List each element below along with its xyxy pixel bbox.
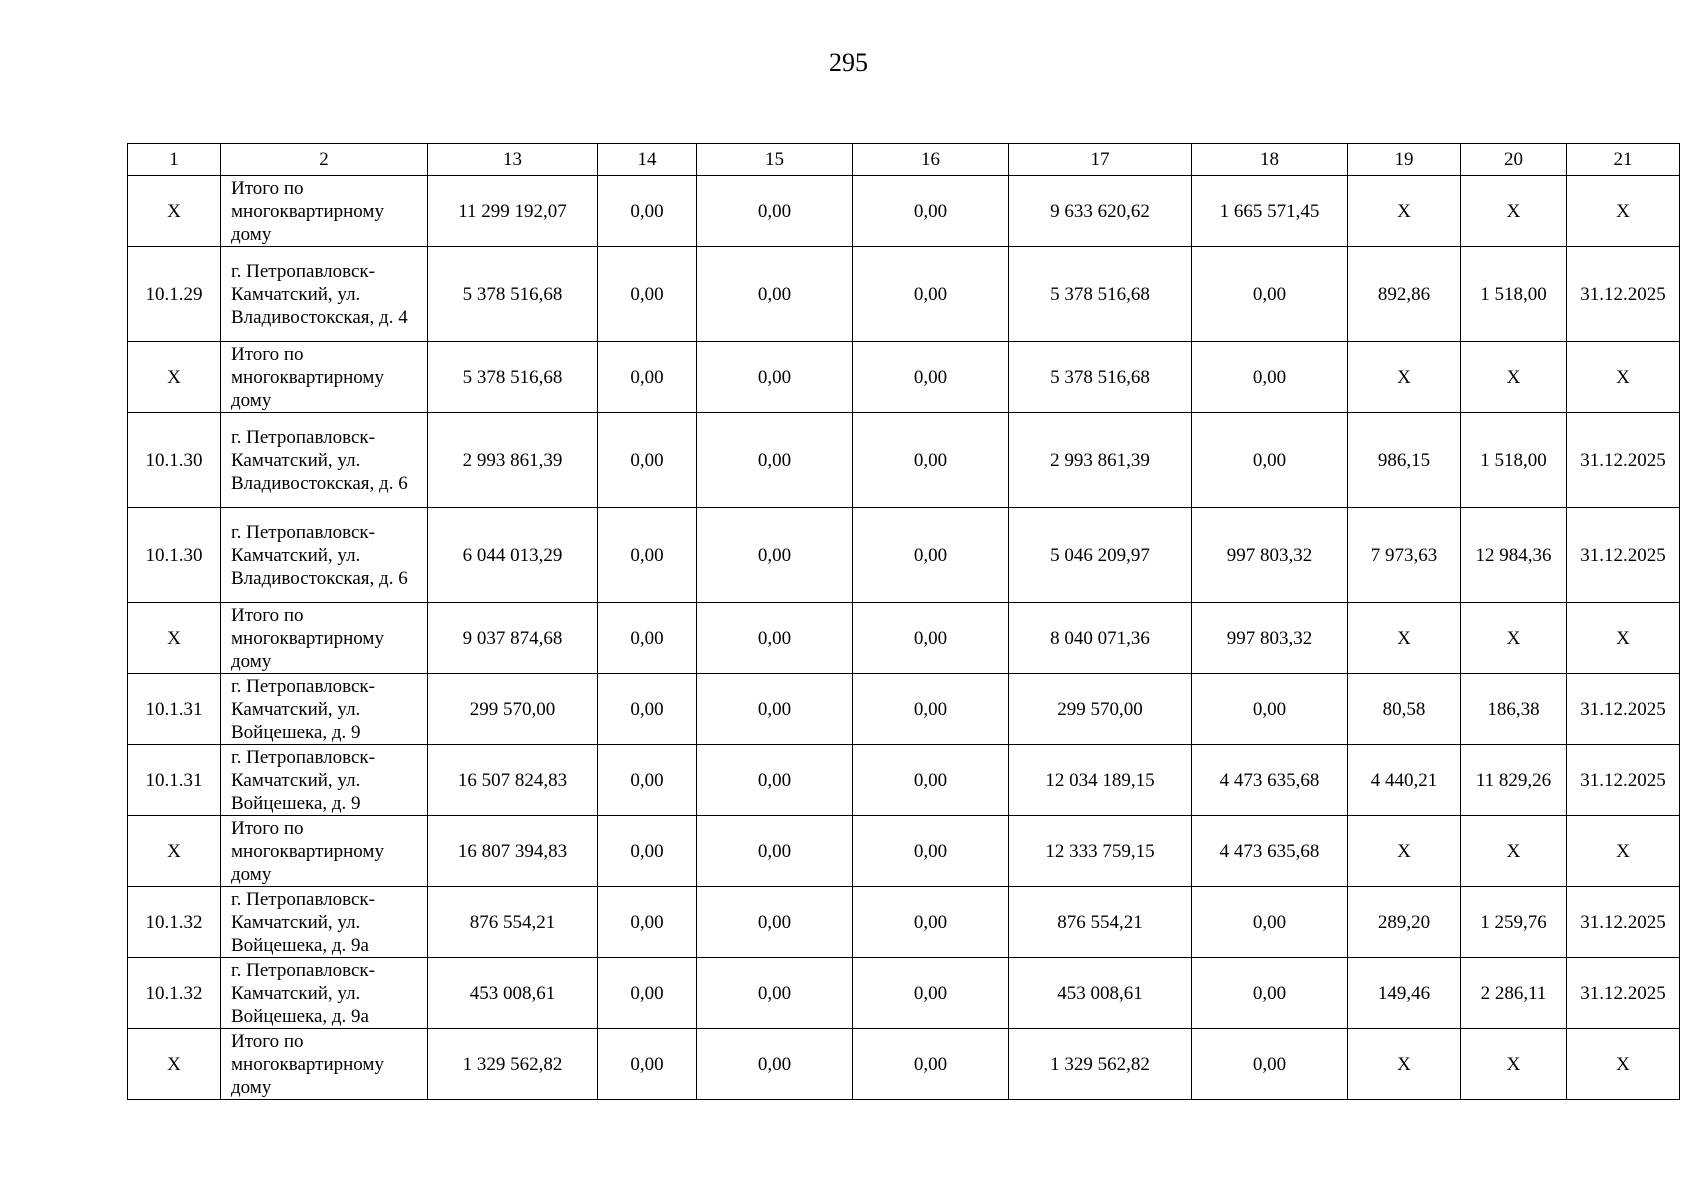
table-cell: Итого по многоквартирному дому (221, 176, 428, 247)
table-cell: 10.1.31 (128, 745, 221, 816)
table-cell: г. Петропавловск-Камчатский, ул. Владивостокская, д. 6 (221, 508, 428, 603)
table-row (128, 247, 1680, 342)
table-cell: 31.12.2025 (1567, 745, 1680, 816)
header-cell: 16 (853, 144, 1009, 176)
table-cell: X (1567, 176, 1680, 247)
table-cell: 0,00 (598, 887, 697, 958)
table-cell: 10.1.29 (128, 247, 221, 342)
table-cell: X (128, 1029, 221, 1100)
table-cell: 876 554,21 (1009, 887, 1192, 958)
table-cell: 0,00 (697, 176, 853, 247)
table-cell: 9 633 620,62 (1009, 176, 1192, 247)
table-cell: 4 440,21 (1348, 745, 1461, 816)
table-cell: 0,00 (598, 342, 697, 413)
table-cell: X (1567, 342, 1680, 413)
table-cell: 8 040 071,36 (1009, 603, 1192, 674)
table-cell: 0,00 (697, 816, 853, 887)
table-cell: 0,00 (1192, 958, 1348, 1029)
table-cell: 0,00 (853, 176, 1009, 247)
table-row (128, 1029, 1680, 1100)
table-cell: 1 259,76 (1461, 887, 1567, 958)
table-cell: 299 570,00 (428, 674, 598, 745)
table-cell: 7 973,63 (1348, 508, 1461, 603)
table-cell: 0,00 (697, 342, 853, 413)
header-cell: 13 (428, 144, 598, 176)
table-cell: X (1461, 176, 1567, 247)
table-cell: 0,00 (853, 508, 1009, 603)
table-cell: 1 518,00 (1461, 247, 1567, 342)
table-cell: 6 044 013,29 (428, 508, 598, 603)
table-row (128, 413, 1680, 508)
table-cell: X (1461, 1029, 1567, 1100)
table-cell: 1 329 562,82 (1009, 1029, 1192, 1100)
table-cell: 149,46 (1348, 958, 1461, 1029)
header-cell: 19 (1348, 144, 1461, 176)
table-cell: 0,00 (598, 603, 697, 674)
table-cell: 0,00 (697, 413, 853, 508)
table-cell: X (1461, 816, 1567, 887)
table-cell: 5 378 516,68 (428, 342, 598, 413)
header-cell: 21 (1567, 144, 1680, 176)
table-cell: 31.12.2025 (1567, 247, 1680, 342)
table-cell: 31.12.2025 (1567, 413, 1680, 508)
table-row (128, 342, 1680, 413)
table-cell: 5 378 516,68 (1009, 342, 1192, 413)
table-cell: 0,00 (598, 674, 697, 745)
table-cell: 0,00 (697, 1029, 853, 1100)
table-cell: 12 034 189,15 (1009, 745, 1192, 816)
table-cell: 11 829,26 (1461, 745, 1567, 816)
table-row (128, 745, 1680, 816)
table-row (128, 176, 1680, 247)
page-number: 295 (829, 48, 868, 77)
header-cell: 17 (1009, 144, 1192, 176)
table-cell: 0,00 (697, 508, 853, 603)
table-cell: 12 333 759,15 (1009, 816, 1192, 887)
table-cell: 4 473 635,68 (1192, 745, 1348, 816)
table-cell: 10.1.32 (128, 887, 221, 958)
table-cell: X (128, 176, 221, 247)
table-row (128, 958, 1680, 1029)
table-cell: 80,58 (1348, 674, 1461, 745)
table-cell: 4 473 635,68 (1192, 816, 1348, 887)
table-cell: 0,00 (598, 958, 697, 1029)
table-cell: 0,00 (853, 247, 1009, 342)
table-cell: г. Петропавловск-Камчатский, ул. Владивостокская, д. 6 (221, 413, 428, 508)
table-cell: 0,00 (853, 1029, 1009, 1100)
table-cell: 0,00 (697, 958, 853, 1029)
table-cell: X (128, 603, 221, 674)
table-cell: г. Петропавловск-Камчатский, ул. Войцешека, д. 9 (221, 745, 428, 816)
table-cell: 892,86 (1348, 247, 1461, 342)
table-cell: 0,00 (853, 674, 1009, 745)
table-cell: X (128, 816, 221, 887)
table-cell: 299 570,00 (1009, 674, 1192, 745)
table-cell: 9 037 874,68 (428, 603, 598, 674)
table-cell: 0,00 (853, 413, 1009, 508)
table-cell: 0,00 (598, 816, 697, 887)
table-cell: 2 286,11 (1461, 958, 1567, 1029)
table-row (128, 508, 1680, 603)
table-cell: X (1348, 603, 1461, 674)
data-table (127, 143, 1680, 1100)
table-row (128, 887, 1680, 958)
table-cell: 997 803,32 (1192, 603, 1348, 674)
table-cell: Итого по многоквартирному дому (221, 603, 428, 674)
table-cell: 453 008,61 (428, 958, 598, 1029)
table-row (128, 816, 1680, 887)
table-cell: 5 378 516,68 (1009, 247, 1192, 342)
table-cell: Итого по многоквартирному дому (221, 1029, 428, 1100)
table-cell: 0,00 (598, 508, 697, 603)
table-cell: 0,00 (697, 674, 853, 745)
table-cell: г. Петропавловск-Камчатский, ул. Войцешека, д. 9а (221, 958, 428, 1029)
table-cell: 986,15 (1348, 413, 1461, 508)
table-row (128, 674, 1680, 745)
table-cell: 0,00 (697, 887, 853, 958)
table-cell: Итого по многоквартирному дому (221, 342, 428, 413)
table-cell: X (1567, 603, 1680, 674)
table-cell: 0,00 (1192, 413, 1348, 508)
table-cell: 186,38 (1461, 674, 1567, 745)
table-cell: X (1348, 342, 1461, 413)
table-cell: X (128, 342, 221, 413)
table-cell: г. Петропавловск-Камчатский, ул. Войцешека, д. 9а (221, 887, 428, 958)
table-cell: 16 507 824,83 (428, 745, 598, 816)
table-cell: X (1348, 1029, 1461, 1100)
table-cell: X (1567, 816, 1680, 887)
table-cell: 997 803,32 (1192, 508, 1348, 603)
table-cell: г. Петропавловск-Камчатский, ул. Владивостокская, д. 4 (221, 247, 428, 342)
table-cell: 10.1.31 (128, 674, 221, 745)
table-row (128, 603, 1680, 674)
table-cell: 0,00 (1192, 674, 1348, 745)
table-cell: 0,00 (598, 176, 697, 247)
table-cell: X (1461, 342, 1567, 413)
table-cell: 0,00 (598, 745, 697, 816)
table-cell: X (1567, 1029, 1680, 1100)
table-cell: 1 518,00 (1461, 413, 1567, 508)
table-cell: 876 554,21 (428, 887, 598, 958)
table-cell: г. Петропавловск-Камчатский, ул. Войцешека, д. 9 (221, 674, 428, 745)
table-cell: 0,00 (1192, 1029, 1348, 1100)
header-row (128, 144, 1680, 176)
table-cell: 0,00 (598, 413, 697, 508)
header-cell: 14 (598, 144, 697, 176)
table-cell: 0,00 (598, 247, 697, 342)
table-cell: 10.1.30 (128, 413, 221, 508)
header-cell: 1 (128, 144, 221, 176)
table-cell: 2 993 861,39 (1009, 413, 1192, 508)
table-cell: 453 008,61 (1009, 958, 1192, 1029)
table-cell: 0,00 (697, 745, 853, 816)
header-cell: 18 (1192, 144, 1348, 176)
table-cell: 11 299 192,07 (428, 176, 598, 247)
table-cell: 0,00 (853, 745, 1009, 816)
header-cell: 15 (697, 144, 853, 176)
table-cell: 5 378 516,68 (428, 247, 598, 342)
table-cell: 289,20 (1348, 887, 1461, 958)
table-cell: Итого по многоквартирному дому (221, 816, 428, 887)
table-cell: 0,00 (697, 247, 853, 342)
table-cell: 12 984,36 (1461, 508, 1567, 603)
table-cell: 31.12.2025 (1567, 887, 1680, 958)
table-cell: 0,00 (853, 958, 1009, 1029)
table-cell: 0,00 (1192, 887, 1348, 958)
table-cell: 1 665 571,45 (1192, 176, 1348, 247)
header-cell: 20 (1461, 144, 1567, 176)
table-cell: X (1348, 816, 1461, 887)
table-cell: 0,00 (853, 603, 1009, 674)
table-cell: 5 046 209,97 (1009, 508, 1192, 603)
table-cell: 16 807 394,83 (428, 816, 598, 887)
table-cell: 0,00 (1192, 247, 1348, 342)
table-cell: 0,00 (598, 1029, 697, 1100)
table-cell: 0,00 (853, 887, 1009, 958)
table-cell: X (1461, 603, 1567, 674)
table-cell: 1 329 562,82 (428, 1029, 598, 1100)
table-cell: 0,00 (853, 816, 1009, 887)
table-cell: 31.12.2025 (1567, 958, 1680, 1029)
table-cell: 10.1.30 (128, 508, 221, 603)
table-cell: 31.12.2025 (1567, 674, 1680, 745)
table-cell: 31.12.2025 (1567, 508, 1680, 603)
table-cell: 2 993 861,39 (428, 413, 598, 508)
table-cell: 0,00 (1192, 342, 1348, 413)
table-cell: 10.1.32 (128, 958, 221, 1029)
table-cell: 0,00 (697, 603, 853, 674)
table-cell: X (1348, 176, 1461, 247)
header-cell: 2 (221, 144, 428, 176)
table-cell: 0,00 (853, 342, 1009, 413)
